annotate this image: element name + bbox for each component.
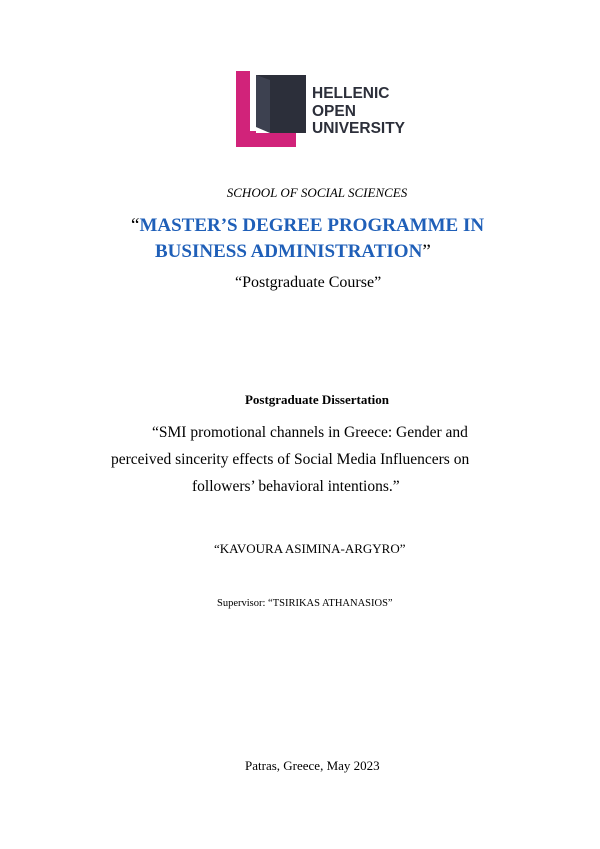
dissertation-title-line-3: followers’ behavioral intentions.” bbox=[192, 478, 400, 495]
dissertation-label: Postgraduate Dissertation bbox=[244, 392, 390, 407]
programme-title-line-1 bbox=[131, 215, 484, 237]
logo-line-1: HELLENIC bbox=[312, 85, 390, 102]
supervisor: Supervisor: “TSIRIKAS ATHANASIOS” bbox=[217, 598, 393, 609]
logo-line-2: OPEN bbox=[312, 102, 356, 120]
programme-line-1-text: MASTER’S DEGREE PROGRAMME IN bbox=[139, 215, 485, 236]
school-name: SCHOOL OF SOCIAL SCIENCES bbox=[226, 185, 408, 200]
hou-emblem-icon bbox=[236, 71, 312, 147]
place-date: Patras, Greece, May 2023 bbox=[245, 758, 380, 773]
author-name: “KAVOURA ASIMINA-ARGYRO” bbox=[214, 541, 406, 556]
dissertation-title-line-2: perceived sincerity effects of Social Media Influencers on bbox=[111, 451, 470, 468]
programme-open-quote: “ bbox=[131, 215, 140, 236]
course-label: “Postgraduate Course” bbox=[235, 274, 382, 291]
programme-title-line-2 bbox=[155, 241, 431, 263]
logo-wordmark bbox=[312, 85, 405, 138]
programme-close-quote: ” bbox=[422, 241, 431, 262]
logo-line-3: UNIVERSITY bbox=[312, 120, 406, 137]
programme-line-2-text: BUSINESS ADMINISTRATION bbox=[155, 241, 423, 262]
dissertation-title-line-1: “SMI promotional channels in Greece: Gender and bbox=[152, 424, 468, 441]
university-logo bbox=[236, 71, 406, 147]
